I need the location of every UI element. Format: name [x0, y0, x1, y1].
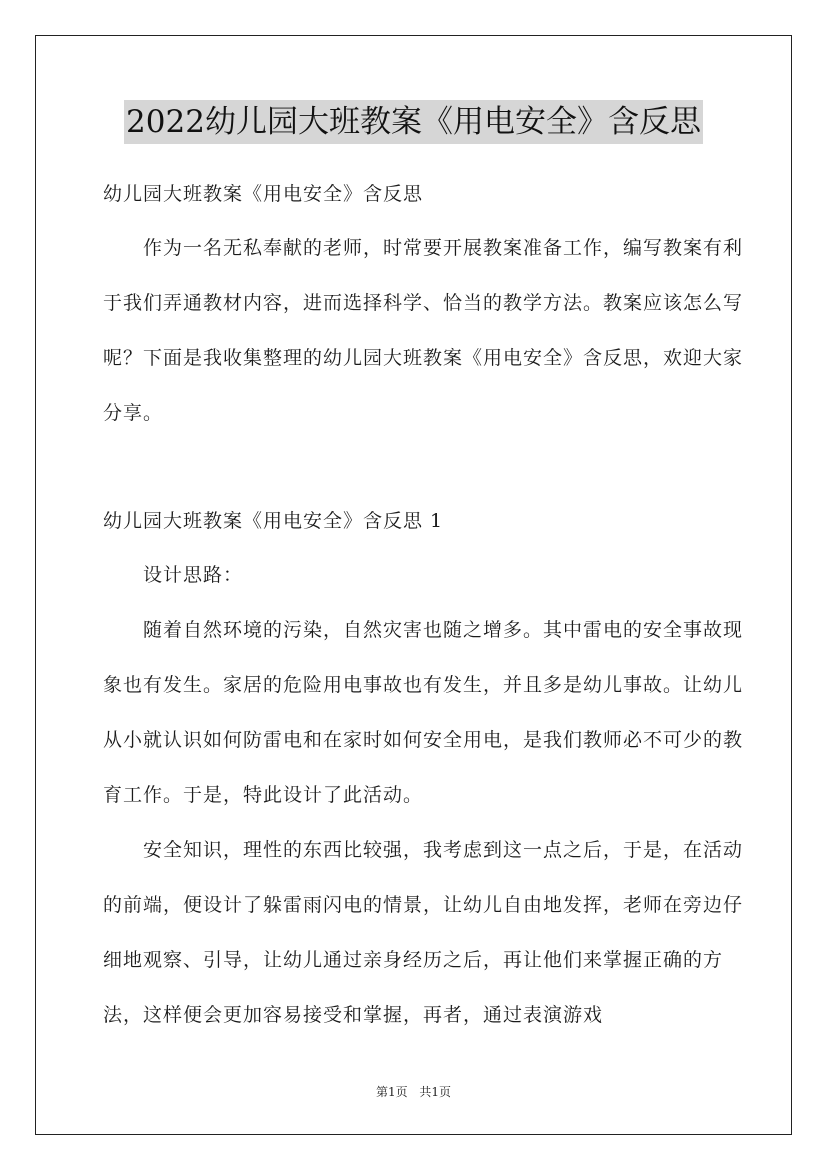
page-number: 第1页	[375, 1085, 408, 1099]
design-label: 设计思路：	[143, 564, 244, 586]
body-paragraph-2: 安全知识，理性的东西比较强，我考虑到这一点之后，于是，在活动的前端，便设计了躲雷雨闪电的情景，让幼儿自由地发挥，老师在旁边仔细地观察、引导，让幼儿通过亲身经历之后，再让他们来掌握正确的方法，这样便会更加容易接受和掌握，再者，通过表演游戏	[103, 839, 744, 1026]
document-title	[0, 100, 827, 144]
page-footer	[0, 1083, 827, 1100]
document-title-text: 2022幼儿园大班教案《用电安全》含反思	[124, 100, 703, 144]
intro-paragraph: 作为一名无私奉献的老师，时常要开展教案准备工作，编写教案有利于我们弄通教材内容，进而选择科学、恰当的教学方法。教案应该怎么写呢？下面是我收集整理的幼儿园大班教案《用电安全》含反思，欢迎大家分享。	[103, 237, 744, 424]
document-subtitle: 幼儿园大班教案《用电安全》含反思	[103, 183, 424, 205]
page-total: 共1页	[419, 1085, 452, 1099]
body-paragraph-1: 随着自然环境的污染，自然灾害也随之增多。其中雷电的安全事故现象也有发生。家居的危险用电事故也有发生，并且多是幼儿事故。让幼儿从小就认识如何防雷电和在家时如何安全用电，是我们教师必不可少的教育工作。于是，特此设计了此活动。	[103, 619, 744, 806]
section-heading: 幼儿园大班教案《用电安全》含反思 1	[103, 510, 444, 532]
